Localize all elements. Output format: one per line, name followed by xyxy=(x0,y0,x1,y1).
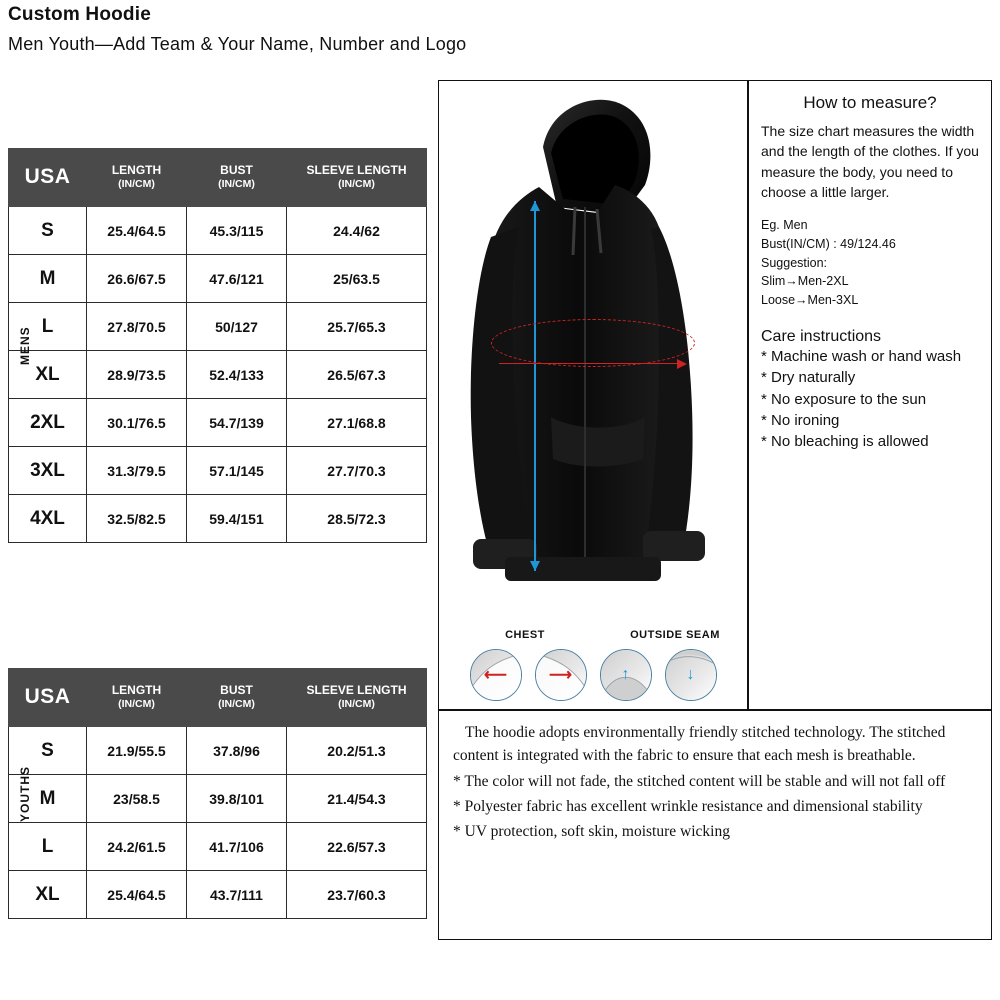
hoodie-photo-panel xyxy=(438,80,748,710)
col-header-length-text: LENGTH xyxy=(111,163,162,178)
cell-length: 25.4/64.5 xyxy=(87,871,187,919)
col-header-bust xyxy=(187,149,287,207)
col-header-sleeve-text: SLEEVE LENGTH xyxy=(306,683,407,698)
col-header-sleeve xyxy=(287,149,427,207)
cell-sleeve: 20.2/51.3 xyxy=(287,727,427,775)
cell-sleeve: 26.5/67.3 xyxy=(287,351,427,399)
cell-size: 2XL xyxy=(9,399,87,447)
cell-sleeve: 22.6/57.3 xyxy=(287,823,427,871)
page-title: Custom Hoodie xyxy=(8,4,151,25)
col-header-length-text: LENGTH xyxy=(111,683,162,698)
cell-bust: 59.4/151 xyxy=(187,495,287,543)
cell-bust: 43.7/111 xyxy=(187,871,287,919)
chest-measure-arrow xyxy=(499,363,685,364)
cell-size: L xyxy=(9,823,87,871)
col-header-sleeve-unit: (IN/CM) xyxy=(338,698,375,711)
cell-size: XL xyxy=(9,351,87,399)
mens-group-label: MENS xyxy=(18,326,32,365)
cell-length: 31.3/79.5 xyxy=(87,447,187,495)
cell-sleeve: 28.5/72.3 xyxy=(287,495,427,543)
cell-length: 23/58.5 xyxy=(87,775,187,823)
cell-bust: 47.6/121 xyxy=(187,255,287,303)
mens-size-table xyxy=(8,148,427,543)
table-row xyxy=(9,255,427,303)
arrow-down-icon: ↓ xyxy=(686,666,695,683)
col-header-bust-unit: (IN/CM) xyxy=(218,178,255,191)
col-header-sleeve xyxy=(287,669,427,727)
cell-sleeve: 21.4/54.3 xyxy=(287,775,427,823)
table-row xyxy=(9,447,427,495)
col-header-bust-text: BUST xyxy=(220,683,253,698)
how-to-measure-body: The size chart measures the width and the length of the clothes. If you measure the body, you need to choose a little larger. xyxy=(761,123,979,200)
how-to-measure-title: How to measure? xyxy=(803,93,937,112)
col-header-bust-unit: (IN/CM) xyxy=(218,698,255,711)
length-measure-arrow xyxy=(534,201,536,571)
cell-length: 32.5/82.5 xyxy=(87,495,187,543)
cell-length: 25.4/64.5 xyxy=(87,207,187,255)
page-subtitle: Men Youth—Add Team & Your Name, Number and Logo xyxy=(8,34,467,54)
page-header xyxy=(8,4,466,55)
col-header-sleeve-text: SLEEVE LENGTH xyxy=(306,163,407,178)
cell-sleeve: 27.7/70.3 xyxy=(287,447,427,495)
cell-bust: 57.1/145 xyxy=(187,447,287,495)
table-row xyxy=(9,727,427,775)
example-line-2: Bust(IN/CM) : 49/124.46 xyxy=(761,236,896,251)
outside-seam-left-icon xyxy=(600,649,652,701)
outside-seam-right-icon xyxy=(665,649,717,701)
col-header-length xyxy=(87,149,187,207)
table-row xyxy=(9,775,427,823)
arrow-right-icon: ⟶ xyxy=(549,667,572,684)
youths-size-table-wrapper xyxy=(8,668,426,919)
cell-bust: 37.8/96 xyxy=(187,727,287,775)
fabric-paragraph: * Polyester fabric has excellent wrinkle resistance and dimensional stability xyxy=(453,797,923,815)
fabric-paragraph: * UV protection, soft skin, moisture wicking xyxy=(453,823,730,840)
cell-length: 27.8/70.5 xyxy=(87,303,187,351)
example-line-4: Slim→Men-2XL xyxy=(761,274,849,289)
table-row xyxy=(9,303,427,351)
cell-size: 4XL xyxy=(9,495,87,543)
col-header-sleeve-unit: (IN/CM) xyxy=(338,178,375,191)
cell-size: S xyxy=(9,207,87,255)
col-header-length-unit: (IN/CM) xyxy=(118,698,155,711)
cell-length: 24.2/61.5 xyxy=(87,823,187,871)
chest-right-icon xyxy=(535,649,587,701)
table-row xyxy=(9,871,427,919)
care-item: * No ironing xyxy=(761,411,840,429)
col-header-length-unit: (IN/CM) xyxy=(118,178,155,191)
fabric-paragraph: * The color will not fade, the stitched content will be stable and will not fall off xyxy=(453,772,946,790)
table-row xyxy=(9,495,427,543)
arrow-left-icon: ⟵ xyxy=(484,667,507,684)
measure-icon-row xyxy=(439,629,747,701)
cell-sleeve: 25.7/65.3 xyxy=(287,303,427,351)
arrow-up-icon: ↑ xyxy=(621,666,630,683)
table-row xyxy=(9,351,427,399)
fabric-paragraph: The hoodie adopts environmentally friendly stitched technology. The stitched content is integrated with the fabric to ensure that each mesh is breathable. xyxy=(453,724,946,765)
chest-measure-ellipse xyxy=(491,319,695,367)
cell-bust: 41.7/106 xyxy=(187,823,287,871)
col-header-usa: USA xyxy=(9,149,87,207)
cell-length: 26.6/67.5 xyxy=(87,255,187,303)
how-to-measure-panel xyxy=(748,80,992,710)
fabric-description-text xyxy=(453,721,977,843)
cell-size: 3XL xyxy=(9,447,87,495)
mens-size-table-wrapper xyxy=(8,148,426,543)
cell-sleeve: 24.4/62 xyxy=(287,207,427,255)
cell-sleeve: 27.1/68.8 xyxy=(287,399,427,447)
table-row xyxy=(9,207,427,255)
cell-length: 21.9/55.5 xyxy=(87,727,187,775)
care-instructions-list xyxy=(761,346,979,452)
cell-bust: 39.8/101 xyxy=(187,775,287,823)
table-row xyxy=(9,399,427,447)
hoodie-illustration xyxy=(439,81,747,709)
table-header-row xyxy=(9,669,427,727)
measure-example xyxy=(761,216,979,310)
care-item: * No exposure to the sun xyxy=(761,390,927,408)
cell-sleeve: 25/63.5 xyxy=(287,255,427,303)
care-item: * No bleaching is allowed xyxy=(761,433,929,451)
cell-sleeve: 23.7/60.3 xyxy=(287,871,427,919)
cell-size: M xyxy=(9,255,87,303)
cell-bust: 54.7/139 xyxy=(187,399,287,447)
example-line-3: Suggestion: xyxy=(761,255,828,270)
care-instructions-title: Care instructions xyxy=(761,327,882,345)
care-item: * Machine wash or hand wash xyxy=(761,347,962,365)
cell-length: 30.1/76.5 xyxy=(87,399,187,447)
cell-size: L xyxy=(9,303,87,351)
col-header-bust-text: BUST xyxy=(220,163,253,178)
cell-bust: 50/127 xyxy=(187,303,287,351)
cell-size: M xyxy=(9,775,87,823)
outside-seam-icon-label: OUTSIDE SEAM xyxy=(630,629,720,641)
chest-icon-label: CHEST xyxy=(505,629,545,641)
fabric-description-panel xyxy=(438,710,992,940)
cell-bust: 45.3/115 xyxy=(187,207,287,255)
example-line-5: Loose→Men-3XL xyxy=(761,293,859,308)
table-header-row xyxy=(9,149,427,207)
col-header-length xyxy=(87,669,187,727)
cell-length: 28.9/73.5 xyxy=(87,351,187,399)
cell-size: XL xyxy=(9,871,87,919)
col-header-bust xyxy=(187,669,287,727)
cell-size: S xyxy=(9,727,87,775)
table-row xyxy=(9,823,427,871)
col-header-usa: USA xyxy=(9,669,87,727)
example-line-1: Eg. Men xyxy=(761,218,808,233)
youths-size-table xyxy=(8,668,427,919)
cell-bust: 52.4/133 xyxy=(187,351,287,399)
chest-left-icon xyxy=(470,649,522,701)
care-item: * Dry naturally xyxy=(761,369,856,387)
youths-group-label: YOUTHS xyxy=(18,765,32,822)
